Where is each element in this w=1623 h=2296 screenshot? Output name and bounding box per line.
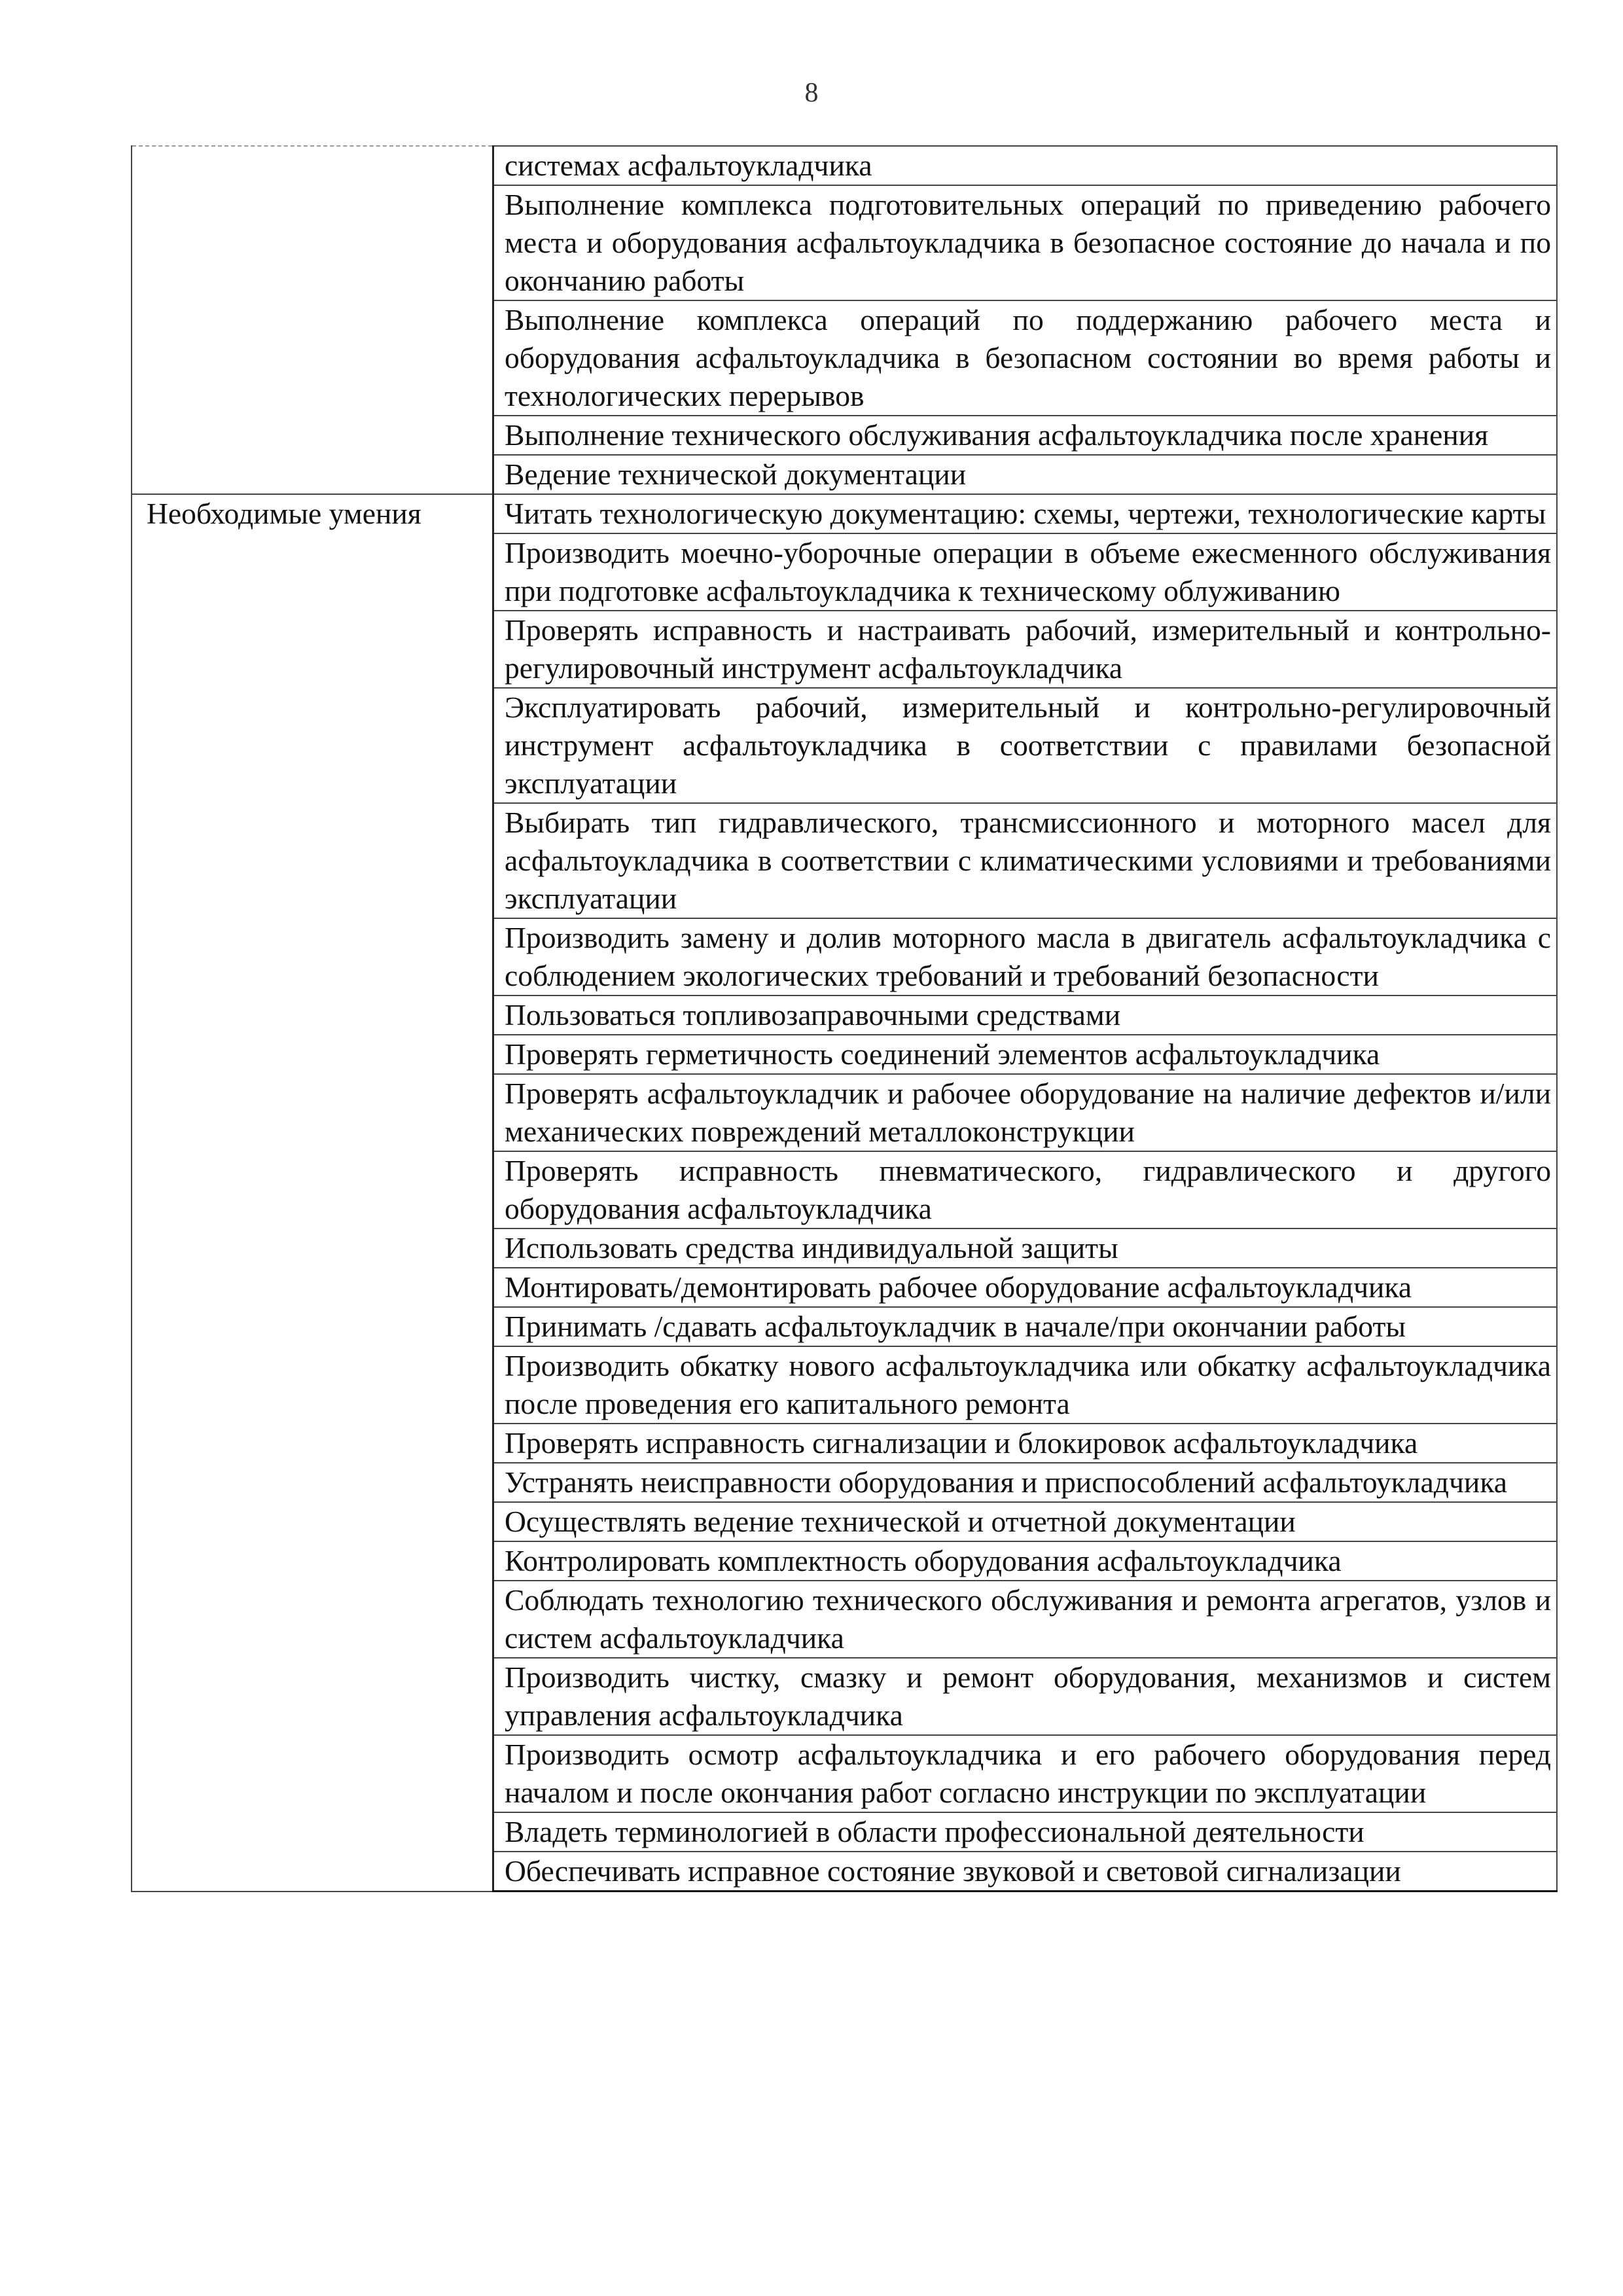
table-row: [132, 494, 1557, 533]
competency-table-body: [132, 146, 1557, 1892]
table-cell-item: Проверять исправность пневматического, гидравлического и другого оборудования асфальтоукладчика: [493, 1151, 1558, 1229]
section-label: [132, 146, 493, 494]
table-cell-item: Проверять исправность сигнализации и блокировок асфальтоукладчика: [493, 1424, 1558, 1463]
table-cell-item: Соблюдать технологию технического обслуживания и ремонта агрегатов, узлов и систем асфальтоукладчика: [493, 1581, 1558, 1658]
table-cell-item: Использовать средства индивидуальной защиты: [493, 1229, 1558, 1268]
table-cell-item: Владеть терминологией в области профессиональной деятельности: [493, 1812, 1558, 1852]
table-cell-item: Производить замену и долив моторного масла в двигатель асфальтоукладчика с соблюдением экологических требований и требований безопасности: [493, 918, 1558, 996]
table-cell-item: Выполнение комплекса операций по поддержанию рабочего места и оборудования асфальтоукладчика в безопасном состоянии во время работы и технологических перерывов: [493, 300, 1558, 416]
page-number: 8: [804, 78, 819, 108]
table-cell-item: Контролировать комплектность оборудования асфальтоукладчика: [493, 1541, 1558, 1581]
table-cell-item: Производить осмотр асфальтоукладчика и его рабочего оборудования перед началом и после окончания работ согласно инструкции по эксплуатации: [493, 1735, 1558, 1812]
table-cell-item: Производить моечно-уборочные операции в объеме ежесменного обслуживания при подготовке асфальтоукладчика к техническому облуживанию: [493, 533, 1558, 611]
table-row: [132, 146, 1557, 185]
table-cell-item: Осуществлять ведение технической и отчетной документации: [493, 1502, 1558, 1541]
table-cell-item: Монтировать/демонтировать рабочее оборудование асфальтоукладчика: [493, 1268, 1558, 1307]
section-label: Необходимые умения: [132, 494, 493, 1892]
table-cell-item: Производить чистку, смазку и ремонт оборудования, механизмов и систем управления асфальтоукладчика: [493, 1658, 1558, 1735]
table-cell-item: Пользоваться топливозаправочными средствами: [493, 996, 1558, 1035]
table-cell-item: Выполнение технического обслуживания асфальтоукладчика после хранения: [493, 416, 1558, 455]
table-cell-item: Выбирать тип гидравлического, трансмиссионного и моторного масел для асфальтоукладчика в соответствии с климатическими условиями и требованиями эксплуатации: [493, 803, 1558, 918]
table-cell-item: Проверять герметичность соединений элементов асфальтоукладчика: [493, 1035, 1558, 1074]
table-cell-item: Читать технологическую документацию: схемы, чертежи, технологические карты: [493, 494, 1558, 533]
table-cell-item: Ведение технической документации: [493, 455, 1558, 494]
competency-table: [131, 145, 1558, 1892]
table-cell-item: Устранять неисправности оборудования и приспособлений асфальтоукладчика: [493, 1463, 1558, 1502]
table-cell-item: Эксплуатировать рабочий, измерительный и контрольно-регулировочный инструмент асфальтоукладчика в соответствии с правилами безопасной эксплуатации: [493, 688, 1558, 803]
table-cell-item: Выполнение комплекса подготовительных операций по приведению рабочего места и оборудования асфальтоукладчика в безопасное состояние до начала и по окончанию работы: [493, 185, 1558, 300]
table-cell-item: Проверять исправность и настраивать рабочий, измерительный и контрольно-регулировочный инструмент асфальтоукладчика: [493, 611, 1558, 688]
table-cell-item: Обеспечивать исправное состояние звуковой и световой сигнализации: [493, 1852, 1558, 1892]
table-cell-item: системах асфальтоукладчика: [493, 146, 1558, 185]
table-cell-item: Проверять асфальтоукладчик и рабочее оборудование на наличие дефектов и/или механических повреждений металлоконструкции: [493, 1074, 1558, 1151]
table-cell-item: Принимать /сдавать асфальтоукладчик в начале/при окончании работы: [493, 1307, 1558, 1346]
table-cell-item: Производить обкатку нового асфальтоукладчика или обкатку асфальтоукладчика после проведения его капитального ремонта: [493, 1346, 1558, 1424]
